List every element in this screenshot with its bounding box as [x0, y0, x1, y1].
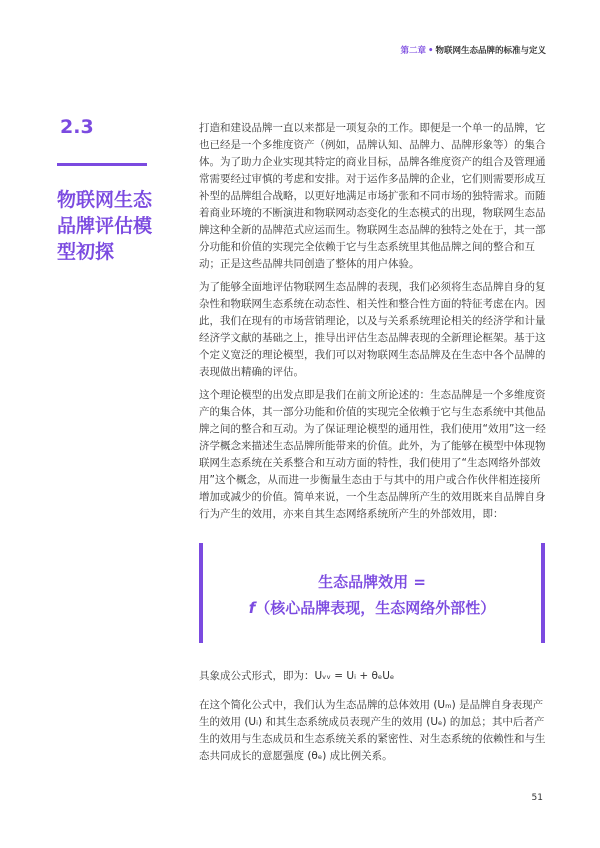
formula-function-symbol: f [248, 599, 256, 617]
paragraph-text: 这个理论模型的出发点即是我们在前文所论述的：生态品牌是一个多维度资产的集合体，其一部分功能和价值的实现完全依赖于它与生态系统中其他品牌之间的整合和互动。为了保证理论模型的通用性，我们使用“效用”这一经济学概念来描述生态品牌所能带来的价值。此外，为了能够在模型中体现物联网生态系统在关系整合和互动方面的特性，我们使用了“生态网络外部效用”这个概念，从而进一步衡量生态由于与其中的用户或合作伙伴相连接所增加或减少的价值。简单来说，一个生态品牌所产生的效用既来自品牌自身行为产生的效用，亦来自其生态网络系统所产生的外部效用，即： [199, 389, 546, 520]
page-number: 51 [531, 793, 543, 803]
paragraph-text: 打造和建设品牌一直以来都是一项复杂的工作。即便是一个单一的品牌，它也已经是一个多维度资产（例如，品牌认知、品牌力、品牌形象等）的集合体。为了助力企业实现其特定的商业目标，品牌各维度资产的组合及管理通常需要经过审慎的考虑和安排。对于运作多品牌的企业，它们则需要形成互补型的品牌组合战略，以更好地满足市场扩张和不同市场的独特需求。而随着商业环境的不断演进和物联网动态变化的生态模式的出现，物联网生态品牌这种全新的品牌范式应运而生。物联网生态品牌的独特之处在于，其一部分功能和价值的实现完全依赖于它与生态系统里其他品牌之间的整合和互动；正是这些品牌共同创造了整体的用户体验。 [199, 122, 546, 270]
paragraph-text: 在这个简化公式中，我们认为生态品牌的总体效用 (Uₘ) 是品牌自身表现产生的效用 (Uᵢ) 和其生态系统成员表现产生的效用 (Uₑ) 的加总；其中后者产生的效用与生态成员和生态系统关系的紧密性、对生态系统的依赖性和与生态共同成长的意愿强度 (θₑ) 成比例关系。 [199, 699, 546, 762]
running-header [401, 44, 546, 56]
body-paragraph-2 [199, 279, 547, 381]
formula-line-2 [203, 597, 541, 618]
header-title: 物联网生态品牌的标准与定义 [435, 46, 546, 56]
section-number: 2.3 [60, 116, 94, 138]
paragraph-text: 为了能够全面地评估物联网生态品牌的表现，我们必须将生态品牌自身的复杂性和物联网生态系统在动态性、相关性和整合性方面的特征考虑在内。因此，我们在现有的市场营销理论，以及与关系系统理论相关的经济学和计量经济学文献的基础之上，推导出评估生态品牌表现的全新理论框架。基于这个定义宽泛的理论模型，我们可以对物联网生态品牌及在生态中各个品牌的表现做出精确的评估。 [199, 281, 546, 378]
body-paragraph-1 [199, 120, 547, 273]
formula-arguments: （核心品牌表现，生态网络外部性） [255, 599, 496, 617]
body-paragraph-3 [199, 387, 547, 523]
body-paragraph-4 [199, 668, 547, 685]
formula-line-1: 生态品牌效用 = [318, 573, 426, 591]
header-dot: • [428, 46, 434, 56]
section-divider [57, 163, 147, 166]
section-title: 物联网生态品牌评估模型初探 [57, 189, 153, 263]
paragraph-text: 具象成公式形式，即为：Uᵥᵥ = Uᵢ + θₑUₑ [199, 670, 395, 682]
header-chapter: 第二章 [400, 46, 427, 56]
formula-callout [199, 543, 545, 643]
body-paragraph-5 [199, 697, 547, 765]
